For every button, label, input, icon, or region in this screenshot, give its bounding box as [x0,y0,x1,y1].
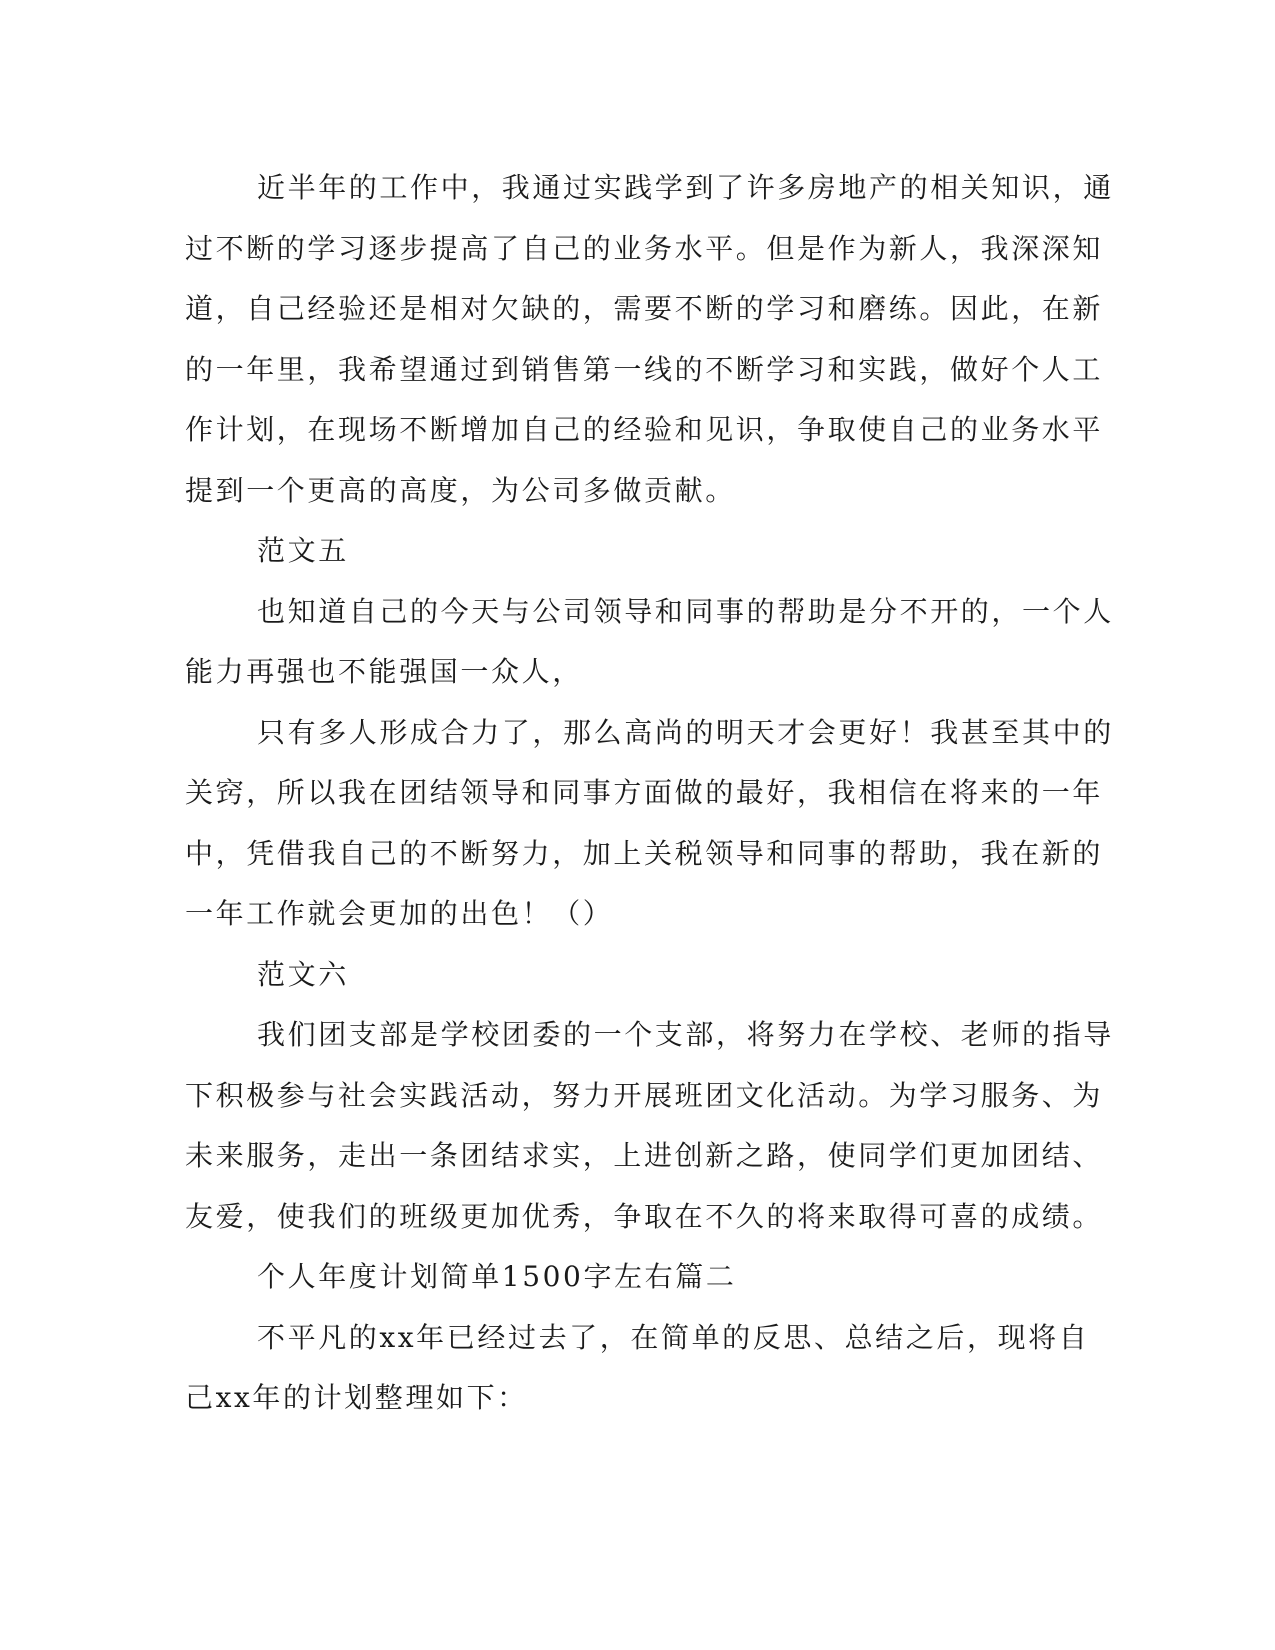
paragraph-work-summary [185,158,1114,521]
text-line: 一年工作就会更加的出色！（） [185,897,614,930]
text-line: 道，自己经验还是相对欠缺的，需要不断的学习和磨练。因此，在新 [185,292,1104,325]
text-line: 我们团支部是学校团委的一个支部，将努力在学校、老师的指导 [257,1018,1114,1051]
text-line: 友爱，使我们的班级更加优秀，争取在不久的将来取得可喜的成绩。 [185,1199,1104,1233]
text-line: 下积极参与社会实践活动，努力开展班团文化活动。为学习服务、为 [185,1078,1104,1112]
paragraph-colleagues [185,582,1114,703]
paragraph-annual-plan-intro [185,1308,1090,1429]
heading-text: 个人年度计划简单1500字左右篇二 [257,1260,737,1293]
section-heading-part-two [185,1247,1060,1308]
heading-text: 范文五 [257,534,349,567]
text-line: 关窍，所以我在团结领导和同事方面做的最好，我相信在将来的一年 [185,776,1104,809]
text-line: 中，凭借我自己的不断努力，加上关税领导和同事的帮助，我在新的 [185,836,1104,870]
document-body [185,158,1114,1429]
text-line: 只有多人形成合力了，那么高尚的明天才会更好！我甚至其中的 [257,715,1114,749]
text-line: 提到一个更高的高度，为公司多做贡献。 [185,473,736,507]
text-line: 未来服务，走出一条团结求实，上进创新之路，使同学们更加团结、 [185,1139,1104,1172]
section-heading-fanwen-5 [185,521,1060,582]
heading-text: 范文六 [257,957,349,991]
section-heading-fanwen-6 [185,945,1060,1006]
text-line: 的一年里，我希望通过到销售第一线的不断学习和实践，做好个人工 [185,352,1104,386]
text-line: 近半年的工作中，我通过实践学到了许多房地产的相关知识，通 [257,171,1114,204]
text-line: 也知道自己的今天与公司领导和同事的帮助是分不开的，一个人 [257,594,1114,628]
text-line: 过不断的学习逐步提高了自己的业务水平。但是作为新人，我深深知 [185,231,1104,265]
text-line: 作计划，在现场不断增加自己的经验和见识，争取使自己的业务水平 [185,413,1104,446]
paragraph-league-branch [185,1005,1114,1247]
paragraph-teamwork [185,703,1114,945]
text-line: 能力再强也不能强国一众人， [185,655,583,688]
text-line: 己xx年的计划整理如下： [185,1381,528,1414]
text-line: 不平凡的xx年已经过去了，在简单的反思、总结之后，现将自 [257,1320,1090,1354]
